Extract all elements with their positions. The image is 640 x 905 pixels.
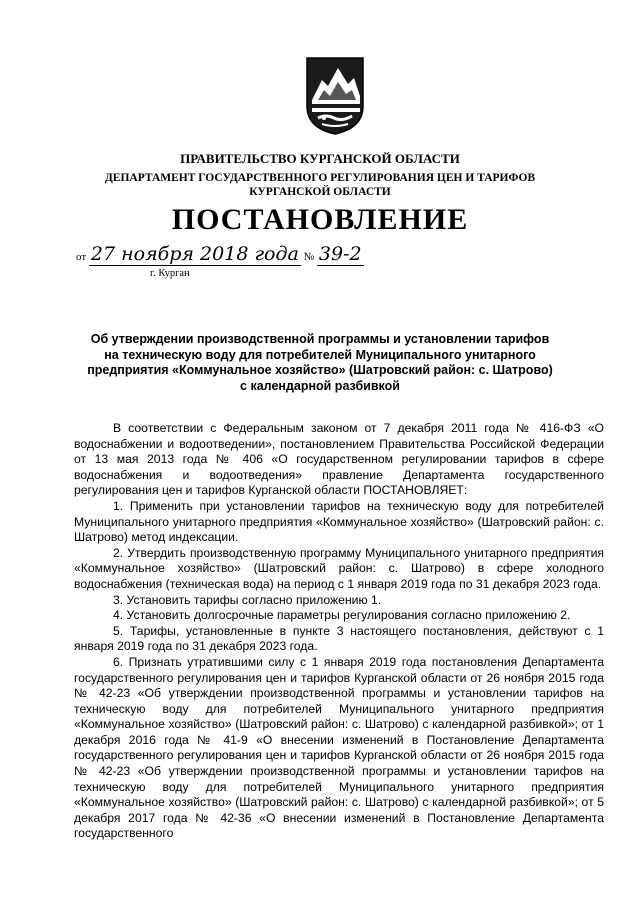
coat-of-arms-emblem bbox=[304, 56, 366, 136]
clause-2: 2. Утвердить производственную программу Муниципального унитарного предприятия «Коммунальное хозяйство» (Шатровский район: с. Шатрово) в сфере холодного водоснабжения (техническая вода) на период с 1 января 2019 года по 31 декабря 2023 года. bbox=[74, 545, 604, 591]
document-type-title: ПОСТАНОВЛЕНИЕ bbox=[171, 203, 469, 236]
clause-5: 5. Тарифы, установленные в пункте 3 настоящего постановления, действуют с 1 января 2019 года по 31 декабря 2023 года. bbox=[74, 623, 604, 654]
number-prefix: № bbox=[303, 251, 315, 263]
date-number-line bbox=[76, 243, 364, 265]
department-line-1: ДЕПАРТАМЕНТ ГОСУДАРСТВЕННОГО РЕГУЛИРОВАНИЯ ЦЕН И ТАРИФОВ bbox=[104, 172, 536, 184]
handwritten-date: 27 ноября 2018 года bbox=[90, 243, 299, 265]
clause-4: 4. Установить долгосрочные параметры регулирования согласно приложению 2. bbox=[113, 608, 571, 623]
clause-6: 6. Признать утратившими силу с 1 января 2019 года постановления Департамента государственного регулирования цен и тарифов Курганской области от 26 ноября 2015 года № 42-23 «Об утверждении производственной программы и установлении тарифов на техническую воду для потребителей Муниципального унитарного предприятия «Коммунальное хозяйство» (Шатровский район: с. Шатрово) с календарной разбивкой»; от 1 декабря 2016 года № 41-9 «О внесении изменений в Постановление Департамента государственного регулирования цен и тарифов Курганской области от 26 ноября 2015 года № 42-23 «Об утверждении производственной программы и установлении тарифов на техническую воду для потребителей Муниципального унитарного предприятия «Коммунальное хозяйство» (Шатровский район: с. Шатрово) с календарной разбивкой»; от 5 декабря 2017 года № 42-36 «О внесении изменений в Постановление Департамента государственного bbox=[74, 654, 604, 841]
heading-line: Об утверждении производственной программы и установлении тарифов bbox=[90, 332, 550, 346]
heading-line: предприятия «Коммунальное хозяйство» (Шатровский район: с. Шатрово) bbox=[87, 363, 553, 377]
clause-3: 3. Установить тарифы согласно приложению 1. bbox=[113, 592, 382, 607]
handwritten-number: 39-2 bbox=[318, 243, 362, 265]
clause-1: 1. Применить при установлении тарифов на техническую воду для потребителей Муниципального унитарного предприятия «Коммунальное хозяйство» (Шатровский район: с. Шатрово) метод индексации. bbox=[74, 498, 604, 545]
government-name: ПРАВИТЕЛЬСТВО КУРГАНСКОЙ ОБЛАСТИ bbox=[180, 151, 460, 166]
department-line-2: КУРГАНСКОЙ ОБЛАСТИ bbox=[249, 186, 391, 198]
resolution-heading bbox=[40, 332, 600, 394]
department-name bbox=[0, 171, 640, 199]
date-prefix: от bbox=[76, 251, 87, 263]
heading-line: на техническую воду для потребителей Муниципального унитарного bbox=[104, 347, 536, 362]
place-of-issue: г. Курган bbox=[150, 268, 190, 279]
heading-line: с календарной разбивкой bbox=[240, 378, 400, 393]
document-body bbox=[74, 421, 604, 842]
preamble-paragraph: В соответствии с Федеральным законом от 7 декабря 2011 года № 416-ФЗ «О водоснабжении и водоотведении», постановлением Правительства Российской Федерации от 13 мая 2013 года № 406 «О государственном регулировании тарифов в сфере водоснабжения и водоотведения» правление Департамента государственного регулирования цен и тарифов Курганской области ПОСТАНОВЛЯЕТ: bbox=[74, 421, 604, 498]
